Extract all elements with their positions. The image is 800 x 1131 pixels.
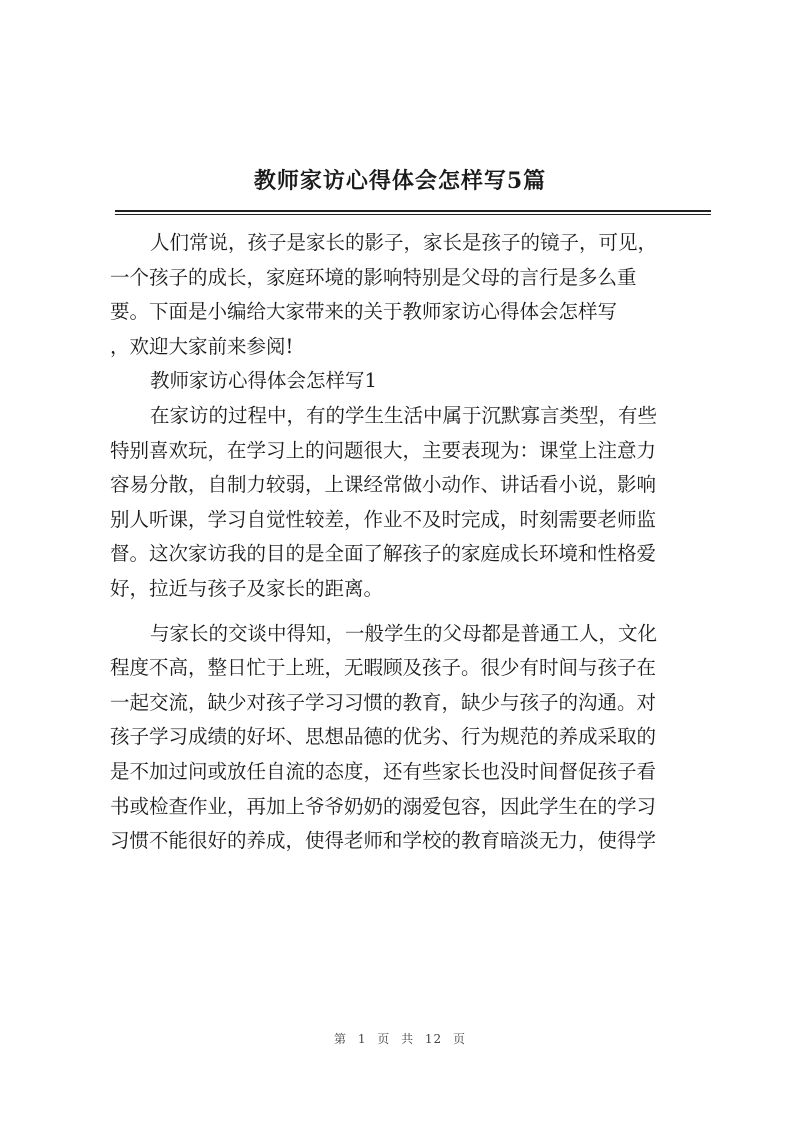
body-line: 要。下面是小编给大家带来的关于教师家访心得体会怎样写	[110, 300, 618, 324]
section-heading: 教师家访心得体会怎样写1	[150, 369, 377, 393]
body-line: 程度不高，整日忙于上班，无暇顾及孩子。很少有时间与孩子在	[110, 656, 657, 680]
body-line: 在家访的过程中，有的学生生活中属于沉默寡言类型，有些	[150, 403, 658, 427]
body-line: 习惯不能很好的养成，使得老师和学校的教育暗淡无力，使得学	[110, 829, 657, 853]
body-line: ，欢迎大家前来参阅!	[110, 334, 294, 358]
body-line: 人们常说，孩子是家长的影子，家长是孩子的镜子，可见，	[150, 231, 658, 254]
document-title: 教师家访心得体会怎样写5篇	[253, 168, 547, 194]
body-line: 一起交流，缺少对孩子学习习惯的教育，缺少与孩子的沟通。对	[110, 690, 657, 714]
body-line: 孩子学习成绩的好坏、思想品德的优劣、行为规范的养成采取的	[110, 725, 657, 749]
body-line: 特别喜欢玩，在学习上的问题很大，主要表现为：课堂上注意力	[110, 438, 657, 462]
body-line: 与家长的交谈中得知，一般学生的父母都是普通工人，文化	[150, 621, 658, 645]
document-body	[110, 226, 712, 859]
body-line: 督。这次家访我的目的是全面了解孩子的家庭成长环境和性格爱	[110, 542, 657, 566]
body-line: 是不加过问或放任自流的态度，还有些家长也没时间督促孩子看	[110, 759, 657, 783]
paragraph-gap	[110, 607, 712, 617]
body-line: 别人听课，学习自觉性较差，作业不及时完成，时刻需要老师监	[110, 507, 657, 531]
title-divider	[115, 210, 711, 215]
body-line: 书或检查作业，再加上爷爷奶奶的溺爱包容，因此学生在的学习	[110, 794, 657, 818]
body-line: 容易分散，自制力较弱，上课经常做小动作、讲话看小说，影响	[110, 473, 657, 497]
body-line: 好，拉近与孩子及家长的距离。	[110, 576, 384, 600]
page-number-footer: 第 1 页 共 12 页	[334, 1032, 466, 1046]
body-line: 一个孩子的成长，家庭环境的影响特别是父母的言行是多么重	[110, 265, 637, 289]
